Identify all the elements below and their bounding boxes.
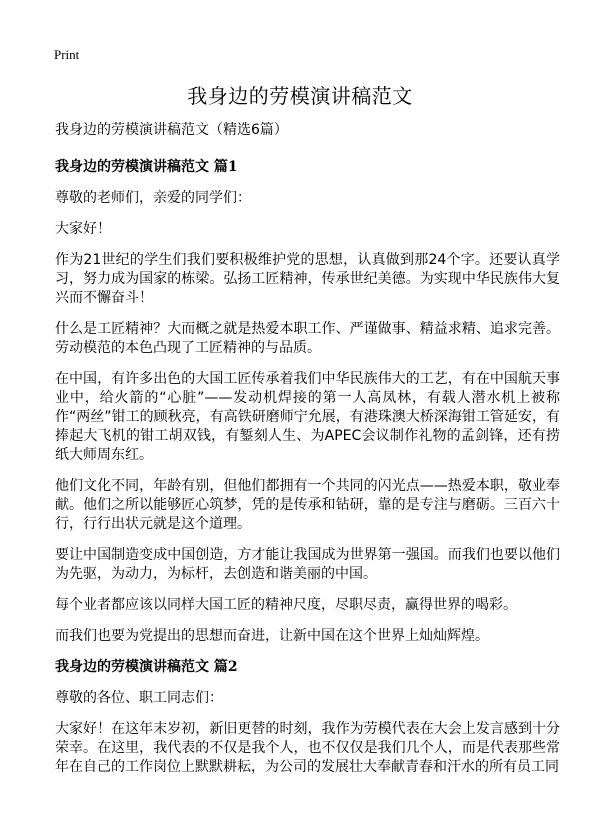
print-link[interactable]: Print [54,47,80,62]
paragraph: 尊敬的各位、职工同志们： [55,690,223,706]
document-subtitle: 我身边的劳模演讲稿范文（精选6篇） [55,122,288,138]
paragraph: 大家好！在这年末岁初，新旧更替的时刻，我作为劳模代表在大会上发言感到十分荣幸。在这里，我代表的不仅是我个人，也不仅仅是我们几个人，而是代表那些常年在自己的工作岗位上默默耕耘，为公司的发展壮大奉献青春和汗水的所有员工同 [55,721,560,775]
page-title: 我身边的劳模演讲稿范文 [187,84,413,108]
paragraph: 作为21世纪的学生们我们要积极维护党的思想，认真做到那24个字。还要认真学习，努力成为国家的栋梁。弘扬工匠精神，传承世纪美德。为实现中华民族伟大复兴而不懈奋斗！ [55,252,560,306]
section-heading-2: 我身边的劳模演讲稿范文 篇2 [55,659,238,675]
paragraph: 要让中国制造变成中国创造，方才能让我国成为世界第一强国。而我们也要以他们为先驱，为动力，为标杆，去创造和谐美丽的中国。 [55,547,560,582]
document-body [55,121,560,789]
paragraph: 什么是工匠精神？大而概之就是热爱本职工作、严谨做事、精益求精、追求完善。劳动模范的本色凸现了工匠精神的与品质。 [55,321,560,356]
paragraph: 在中国，有许多出色的大国工匠传承着我们中华民族伟大的工艺，有在中国航天事业中，给火箭的“心脏”——发动机焊接的第一人高凤林，有载人潜水机上被称作“两丝”钳工的顾秋亮，有高铁研磨师宁允展，有港珠澳大桥深海钳工管延安，有捧起大飞机的钳工胡双钱，有錾刻人生、为APEC会议制作礼物的孟剑锋，还有捞纸大师周东红。 [55,371,560,463]
paragraph: 他们文化不同，年龄有别，但他们都拥有一个共同的闪光点——热爱本职，敬业奉献。他们之所以能够匠心筑梦，凭的是传承和钻研，靠的是专注与磨砺。三百六十行，行行出状元就是这个道理。 [55,478,560,532]
paragraph: 每个业者都应该以同样大国工匠的精神尺度，尽职尽责，赢得世界的喝彩。 [55,597,517,613]
section-heading-1: 我身边的劳模演讲稿范文 篇1 [55,159,238,175]
paragraph: 而我们也要为党提出的思想而奋进，让新中国在这个世界上灿灿辉煌。 [55,628,489,644]
paragraph: 大家好！ [55,221,111,237]
paragraph: 尊敬的老师们，亲爱的同学们： [55,190,251,206]
